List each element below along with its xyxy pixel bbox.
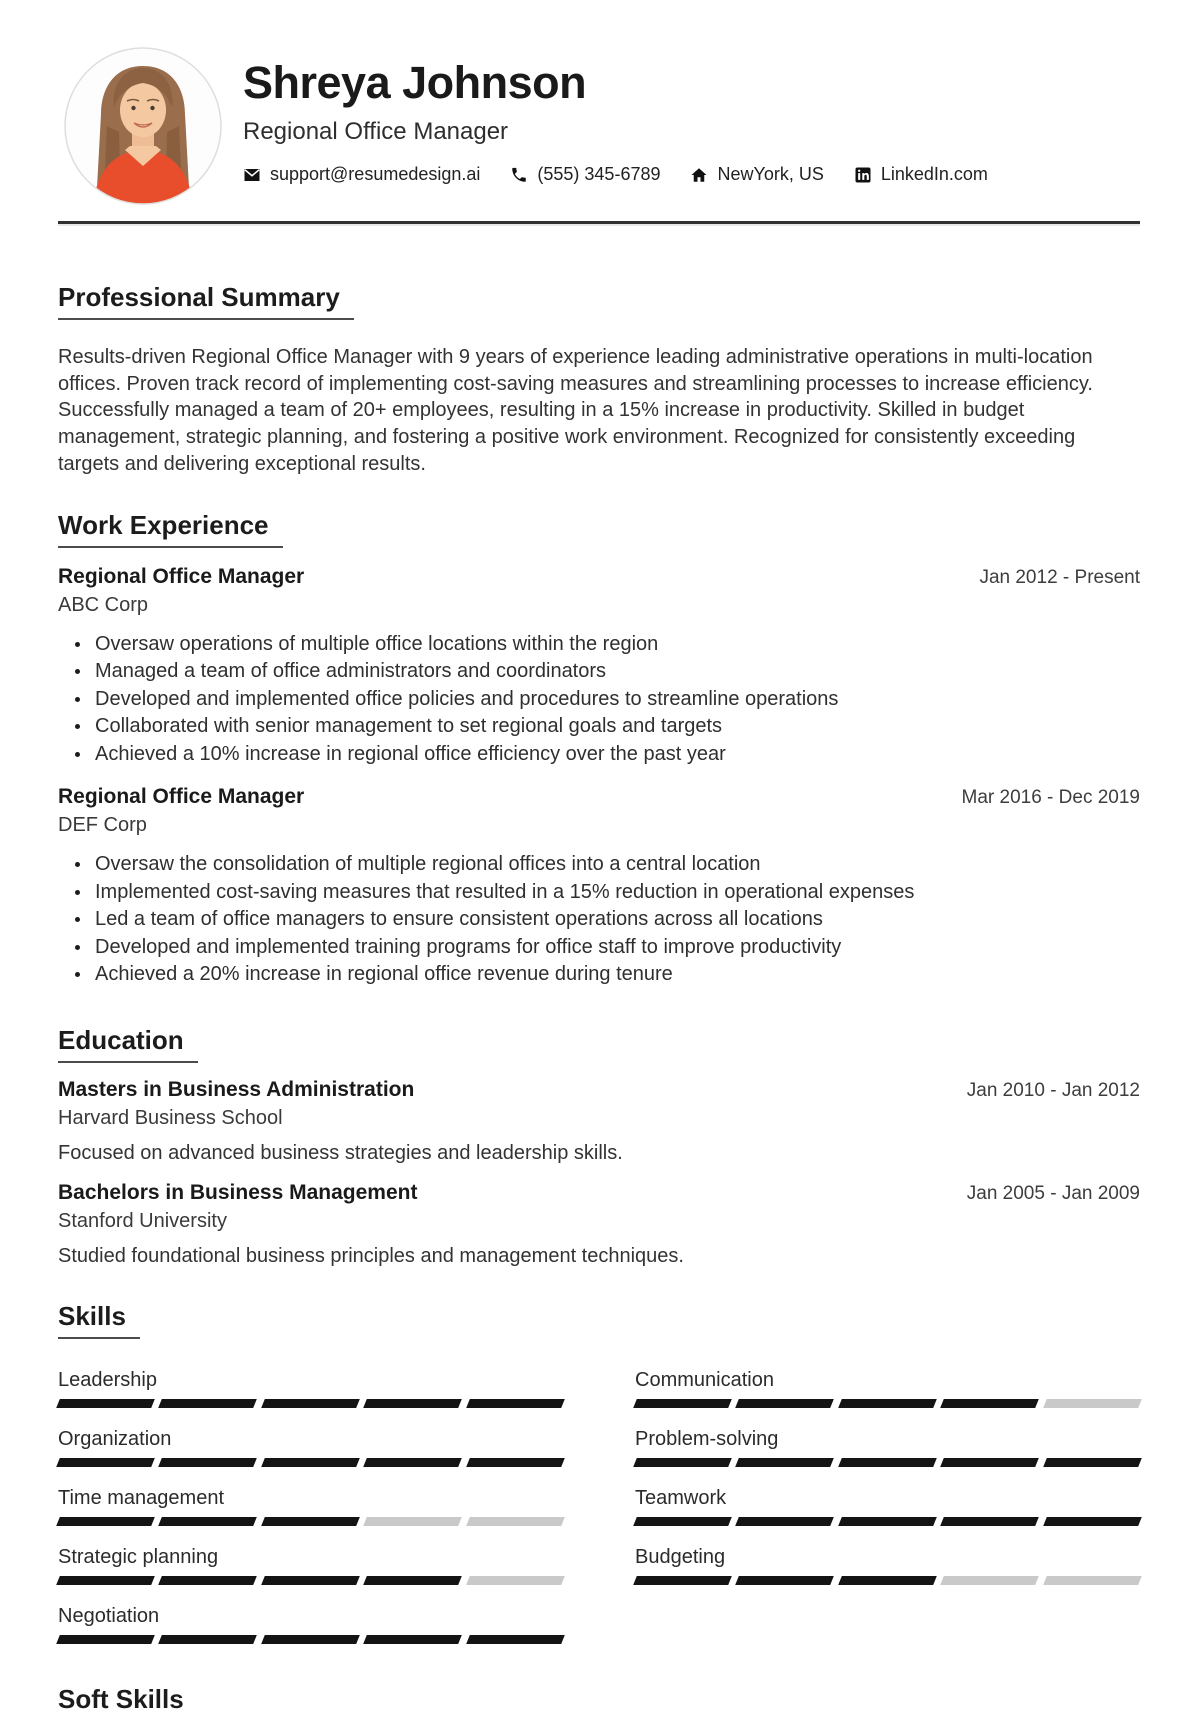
skill-segment — [633, 1576, 732, 1585]
contact-text: NewYork, US — [717, 164, 824, 184]
skill-segment — [261, 1576, 360, 1585]
skill-segment — [159, 1517, 258, 1526]
skill-label: Negotiation — [58, 1604, 160, 1627]
skill-segment — [159, 1399, 258, 1408]
skill-label: Teamwork — [635, 1486, 727, 1509]
skill-segment — [56, 1399, 155, 1408]
contact-text: LinkedIn.com — [880, 164, 988, 184]
skill-row — [635, 1545, 1140, 1585]
job-date: Mar 2016 - Dec 2019 — [961, 787, 1140, 809]
education-degree: Masters in Business Administration — [58, 1077, 415, 1101]
skill-segment — [363, 1517, 462, 1526]
skill-segment — [633, 1458, 732, 1467]
skill-segment — [1043, 1517, 1142, 1526]
skill-bar — [58, 1576, 563, 1585]
section-heading-experience: Work Experience — [58, 510, 283, 548]
skill-row — [58, 1427, 563, 1467]
skill-row — [58, 1604, 563, 1644]
bullet-item: Collaborated with senior management to set regional goals and targets — [58, 713, 1140, 741]
skill-label: Organization — [58, 1427, 172, 1450]
education-description: Focused on advanced business strategies and leadership skills. — [58, 1141, 623, 1164]
skill-segment — [159, 1458, 258, 1467]
education-date: Jan 2005 - Jan 2009 — [966, 1182, 1140, 1204]
skill-segment — [838, 1399, 937, 1408]
bullet-item: Managed a team of office administrators and coordinators — [58, 658, 1140, 686]
skills-grid — [58, 1349, 1140, 1644]
job-role: Regional Office Manager — [58, 785, 305, 809]
skill-segment — [736, 1458, 835, 1467]
skill-segment — [940, 1399, 1039, 1408]
linkedin-icon — [854, 166, 872, 184]
job-bullets — [58, 851, 1140, 989]
job-bullets — [58, 631, 1140, 769]
skill-segment — [736, 1399, 835, 1408]
skill-row — [635, 1486, 1140, 1526]
header-text — [243, 46, 1018, 185]
skill-segment — [363, 1635, 462, 1644]
education-head — [58, 1180, 1140, 1206]
summary-text: Results-driven Regional Office Manager with 9 years of experience leading administrative operations in multi-location offices. Proven track record of implementing cost-saving measures and streamlining processes to increase efficiency. Successfully managed a team of 20+ employees, resulting in a 15% increase in productivity. Skilled in budget management, strategic planning, and fostering a positive work environment. Recognized for consistently exceeding targets and delivering exceptional results. — [58, 346, 1093, 475]
skill-segment — [1043, 1458, 1142, 1467]
skill-label: Communication — [635, 1368, 774, 1391]
skill-segment — [838, 1458, 937, 1467]
skill-segment — [466, 1517, 565, 1526]
mail-icon — [243, 166, 261, 184]
job-date: Jan 2012 - Present — [979, 566, 1140, 588]
education-head — [58, 1077, 1140, 1103]
skill-segment — [940, 1576, 1039, 1585]
skill-segment — [363, 1576, 462, 1585]
skill-segment — [56, 1635, 155, 1644]
section-heading-soft-skills: Soft Skills — [58, 1683, 184, 1714]
contact-item-3 — [854, 164, 988, 185]
contact-text: support@resumedesign.ai — [270, 164, 481, 184]
contact-item-1 — [510, 164, 660, 185]
bullet-item: Implemented cost-saving measures that resulted in a 15% reduction in operational expenses — [58, 879, 1140, 907]
contact-item-0 — [243, 164, 480, 185]
skill-segment — [56, 1576, 155, 1585]
skill-segment — [1043, 1576, 1142, 1585]
skill-segment — [261, 1517, 360, 1526]
job-head — [58, 564, 1140, 590]
skill-segment — [1043, 1399, 1142, 1408]
education-degree: Bachelors in Business Management — [58, 1180, 418, 1204]
skill-bar — [58, 1399, 563, 1408]
skill-segment — [159, 1635, 258, 1644]
skill-bar — [635, 1458, 1140, 1467]
contact-text: (555) 345-6789 — [537, 164, 661, 184]
skill-segment — [56, 1517, 155, 1526]
skill-segment — [466, 1399, 565, 1408]
bullet-item: Achieved a 20% increase in regional office revenue during tenure — [58, 961, 1140, 989]
job-company: ABC Corp — [58, 593, 149, 616]
skills-column-2 — [635, 1349, 1140, 1644]
skill-segment — [940, 1517, 1039, 1526]
skill-segment — [363, 1399, 462, 1408]
education-date: Jan 2010 - Jan 2012 — [966, 1079, 1140, 1101]
skill-bar — [58, 1635, 563, 1644]
skill-row — [58, 1368, 563, 1408]
skill-bar — [635, 1517, 1140, 1526]
bullet-item: Oversaw operations of multiple office locations within the region — [58, 631, 1140, 659]
job-entry — [58, 784, 1140, 989]
skill-label: Strategic planning — [58, 1545, 219, 1568]
education-entry — [58, 1077, 1140, 1166]
bullet-item: Oversaw the consolidation of multiple regional offices into a central location — [58, 851, 1140, 879]
header — [58, 0, 1140, 206]
contact-row — [243, 164, 1018, 185]
skill-segment — [466, 1635, 565, 1644]
contact-item-2 — [690, 164, 823, 185]
person-name: Shreya Johnson — [243, 57, 587, 108]
skill-bar — [635, 1399, 1140, 1408]
section-heading-summary: Professional Summary — [58, 282, 354, 320]
education-entry — [58, 1180, 1140, 1269]
skill-bar — [635, 1576, 1140, 1585]
skill-label: Time management — [58, 1486, 224, 1509]
resume-page — [58, 0, 1140, 1720]
skill-segment — [261, 1635, 360, 1644]
skill-row — [635, 1368, 1140, 1408]
bullet-item: Developed and implemented office policies and procedures to streamline operations — [58, 686, 1140, 714]
skill-row — [635, 1427, 1140, 1467]
skill-segment — [159, 1576, 258, 1585]
skill-label: Budgeting — [635, 1545, 726, 1568]
skill-segment — [633, 1517, 732, 1526]
section-heading-skills: Skills — [58, 1301, 140, 1339]
profile-photo — [63, 46, 223, 206]
phone-icon — [510, 166, 528, 184]
skill-segment — [466, 1458, 565, 1467]
skill-segment — [633, 1399, 732, 1408]
education-description: Studied foundational business principles and management techniques. — [58, 1244, 684, 1267]
skill-bar — [58, 1458, 563, 1467]
skill-segment — [363, 1458, 462, 1467]
skill-segment — [940, 1458, 1039, 1467]
skill-segment — [838, 1517, 937, 1526]
education-school: Harvard Business School — [58, 1106, 283, 1129]
skill-bar — [58, 1517, 563, 1526]
skill-segment — [736, 1576, 835, 1585]
bullet-item: Achieved a 10% increase in regional office efficiency over the past year — [58, 741, 1140, 769]
education-school: Stanford University — [58, 1209, 227, 1232]
skill-segment — [56, 1458, 155, 1467]
skill-segment — [466, 1576, 565, 1585]
skill-row — [58, 1545, 563, 1585]
avatar — [63, 46, 223, 206]
skill-segment — [736, 1517, 835, 1526]
job-role: Regional Office Manager — [58, 564, 305, 588]
bullet-item: Developed and implemented training programs for office staff to improve productivity — [58, 934, 1140, 962]
skill-segment — [261, 1399, 360, 1408]
skill-segment — [838, 1576, 937, 1585]
skill-label: Leadership — [58, 1368, 157, 1391]
skills-column-1 — [58, 1349, 563, 1644]
experience-list — [58, 564, 1140, 989]
bullet-item: Led a team of office managers to ensure consistent operations across all locations — [58, 906, 1140, 934]
skill-segment — [261, 1458, 360, 1467]
job-entry — [58, 564, 1140, 769]
person-title: Regional Office Manager — [243, 118, 509, 145]
job-company: DEF Corp — [58, 814, 147, 837]
skill-row — [58, 1486, 563, 1526]
home-icon — [690, 166, 708, 184]
job-head — [58, 784, 1140, 810]
section-heading-education: Education — [58, 1025, 198, 1063]
education-list — [58, 1077, 1140, 1269]
skill-label: Problem-solving — [635, 1427, 779, 1450]
